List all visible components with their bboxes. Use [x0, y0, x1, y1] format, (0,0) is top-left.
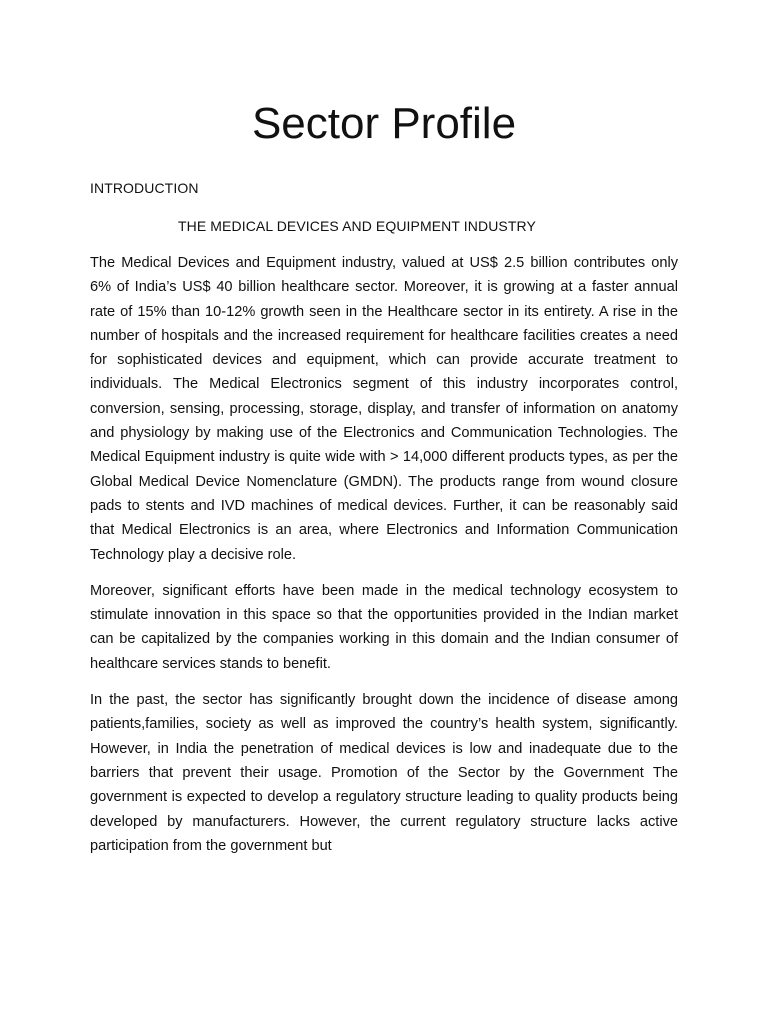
paragraph-2: Moreover, significant efforts have been made in the medical technology ecosystem to stimulate innovation in this space so that the opportunities provided in the Indian market can be capitalized by the companies working in this domain and the Indian consumer of healthcare services stands to benefit. — [90, 582, 678, 672]
page-title: Sector Profile — [251, 99, 517, 148]
paragraph-3: In the past, the sector has significantly brought down the incidence of disease among patients,families, society as well as improved the country’s health system, significantly. However, in India the penetration of medical devices is low and inadequate due to the barriers that prevent their usage. Promotion of the Sector by the Government The government is expected to develop a regulatory structure leading to quality products being developed by manufacturers. However, the current regulatory structure lacks active participation from the government but — [90, 692, 678, 854]
body-text — [90, 251, 678, 870]
paragraph-1: The Medical Devices and Equipment industry, valued at US$ 2.5 billion contributes only 6% of India’s US$ 40 billion healthcare sector. Moreover, it is growing at a faster annual rate of 15% than 10-12% growth seen in the Healthcare sector in its entirety. A rise in the number of hospitals and the increased requirement for healthcare facilities creates a need for sophisticated devices and equipment, which can provide accurate treatment to individuals. The Medical Electronics segment of this industry incorporates control, conversion, sensing, processing, storage, display, and transfer of information on anatomy and physiology by making use of the Electronics and Communication Technologies. The Medical Equipment industry is quite wide with > 14,000 different products types, as per the Global Medical Device Nomenclature (GMDN). The products range from wound closure pads to stents and IVD machines of medical devices. Further, it can be reasonably said that Medical Electronics is an area, where Electronics and Information Communication Technology play a decisive role. — [90, 255, 678, 563]
subheading: THE MEDICAL DEVICES AND EQUIPMENT INDUSTRY — [178, 218, 536, 234]
section-heading: INTRODUCTION — [90, 180, 199, 196]
